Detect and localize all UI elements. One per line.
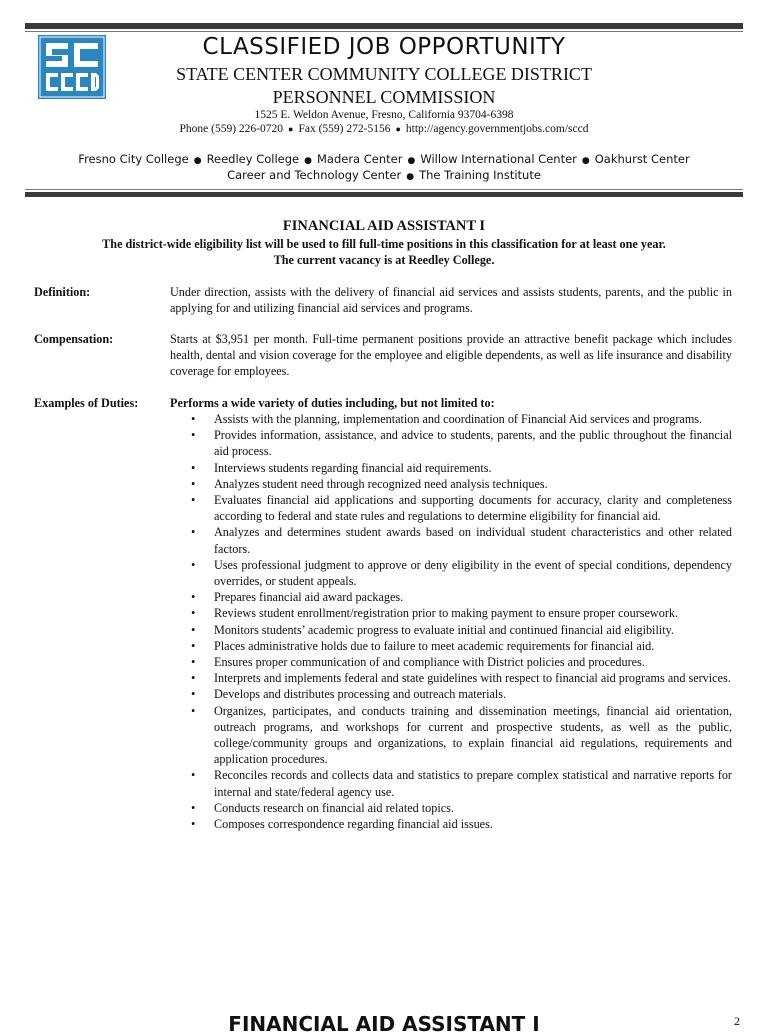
header-top-rule — [25, 23, 743, 29]
campus-name: Reedley College — [206, 152, 300, 166]
duty-item: • Analyzes student need through recognized need analysis techniques. — [170, 476, 732, 492]
campus-name: Career and Technology Center — [227, 168, 402, 182]
bullet-separator: ● — [304, 156, 312, 166]
eligibility-notice: The district-wide eligibility list will be used to fill full-time positions in this classification for at least one year. — [102, 237, 666, 251]
bullet-separator: ● — [193, 156, 202, 166]
duties-intro-text: Performs a wide variety of duties including, but not limited to: — [170, 396, 495, 410]
header-bottom-rule — [25, 192, 743, 197]
duty-item: • Interprets and implements federal and state guidelines with respect to financial aid programs and services. — [170, 670, 732, 686]
campus-name: Oakhurst Center — [594, 152, 690, 166]
duty-item: • Interviews students regarding financial aid requirements. — [170, 460, 732, 476]
scccd-logo — [38, 35, 106, 99]
definition-text: Under direction, assists with the delivery of financial aid services and assists students, parents, and the public in applying for and utilizing financial aid services and programs. — [170, 285, 732, 315]
duty-item: • Uses professional judgment to approve or deny eligibility in the event of special conditions, dependency overrides, or student appeals. — [170, 557, 732, 589]
contact-line — [25, 122, 743, 136]
compensation-label: Compensation: — [34, 332, 114, 346]
duty-item: • Organizes, participates, and conducts training and dissemination meetings, financial aid orientation, outreach programs, and workshops for current and prospective students, as well as the public, college/community groups and organizations, to explain financial aid regulations, requirements and application procedures. — [170, 703, 732, 768]
bullet-separator: ● — [581, 156, 590, 166]
bullet-separator: ● — [288, 124, 294, 134]
definition-label: Definition: — [34, 285, 91, 299]
duties-intro — [170, 395, 732, 411]
campus-name: Madera Center — [316, 152, 403, 166]
page-number: 2 — [734, 1014, 740, 1028]
commission-name: PERSONNEL COMMISSION — [272, 87, 496, 107]
campus-name: The Training Institute — [419, 168, 541, 182]
duties-list — [170, 411, 732, 832]
duties-label: Examples of Duties: — [34, 396, 139, 410]
agency-url[interactable]: http://agency.governmentjobs.com/sccd — [405, 123, 589, 135]
duty-item: • Develops and distributes processing and outreach materials. — [170, 686, 732, 702]
header-title: CLASSIFIED JOB OPPORTUNITY — [202, 34, 566, 60]
vacancy-notice: The current vacancy is at Reedley College. — [273, 253, 495, 267]
next-page-title: FINANCIAL AID ASSISTANT I — [228, 1012, 540, 1036]
campus-name: Willow International Center — [420, 152, 577, 166]
duty-item: • Ensures proper communication of and compliance with District policies and procedures. — [170, 654, 732, 670]
header-bottom-thin-rule — [25, 189, 743, 190]
duty-item: • Places administrative holds due to failure to meet academic requirements for financial aid. — [170, 638, 732, 654]
district-name: STATE CENTER COMMUNITY COLLEGE DISTRICT — [176, 64, 592, 84]
phone-number: Phone (559) 226-0720 — [179, 123, 284, 135]
duty-item: • Assists with the planning, implementation and coordination of Financial Aid services and programs. — [170, 411, 732, 427]
duty-item: • Conducts research on financial aid related topics. — [170, 800, 732, 816]
campus-name: Fresno City College — [78, 152, 189, 166]
compensation-text: Starts at $3,951 per month. Full-time permanent positions provide an attractive benefit package which includes health, dental and vision coverage for the employee and eligible dependents, as well as life insurance and disability coverage for employees. — [170, 332, 732, 378]
duty-item: • Reviews student enrollment/registration prior to making payment to ensure proper coursework. — [170, 605, 732, 621]
duty-item: • Reconciles records and collects data and statistics to prepare complex statistical and narrative reports for internal and state/federal agency use. — [170, 767, 732, 799]
bullet-separator: ● — [406, 172, 415, 182]
bullet-separator: ● — [395, 124, 401, 134]
job-title: FINANCIAL AID ASSISTANT I — [282, 218, 486, 234]
address: 1525 E. Weldon Avenue, Fresno, California 93704-6398 — [254, 109, 514, 121]
bullet-separator: ● — [407, 156, 416, 166]
fax-number: Fax (559) 272-5156 — [298, 123, 391, 135]
duty-item: • Monitors students’ academic progress to evaluate initial and continued financial aid eligibility. — [170, 622, 732, 638]
header-top-thin-rule — [25, 31, 743, 32]
duty-item: • Provides information, assistance, and advice to students, parents, and the public throughout the financial aid process. — [170, 427, 732, 459]
duty-item: • Prepares financial aid award packages. — [170, 589, 732, 605]
campus-list-line2 — [25, 167, 743, 185]
duty-item: • Evaluates financial aid applications and supporting documents for accuracy, clarity and completeness according to federal and state rules and regulations to determine eligibility for financial aid. — [170, 492, 732, 524]
duty-item: • Analyzes and determines student awards based on individual student characteristics and other related factors. — [170, 524, 732, 556]
duty-item: • Composes correspondence regarding financial aid issues. — [170, 816, 732, 832]
